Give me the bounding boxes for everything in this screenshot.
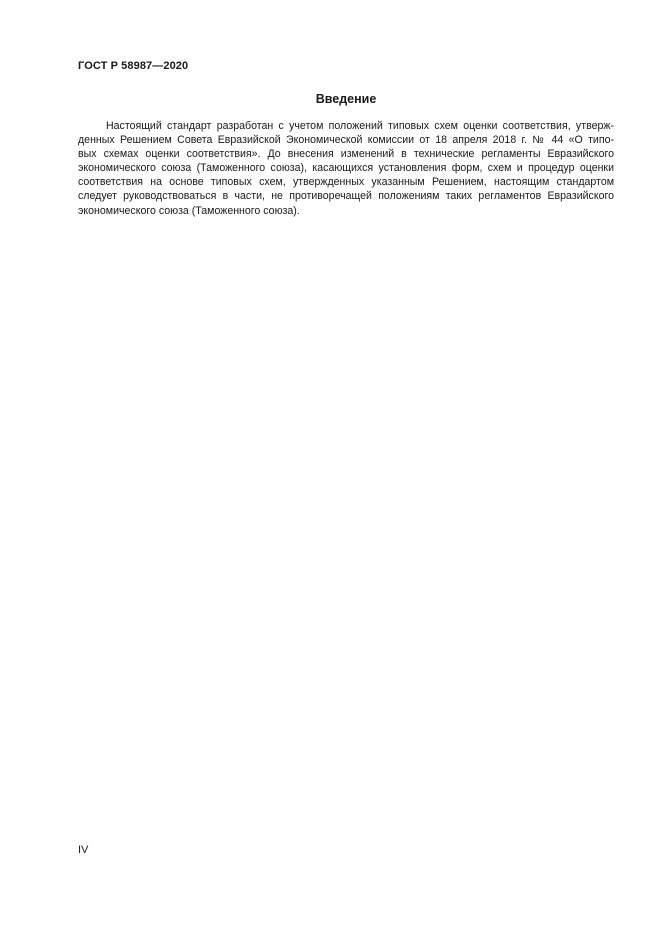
paragraph-line: вых схемах оценки соответствия». До внесения изменений в технические регламенты Евразийского (78, 148, 614, 161)
section-title: Введение (315, 92, 377, 106)
paragraph-line: следует руководствоваться в части, не противоречащей положениям таких регламентов Евразийского (78, 190, 614, 203)
document-header-code: ГОСТ Р 58987—2020 (78, 60, 189, 72)
paragraph-line: Настоящий стандарт разработан с учетом положений типовых схем оценки соответствия, утверж- (106, 120, 614, 132)
paragraph-line: соответствия на основе типовых схем, утвержденных указанным Решением, настоящим стандартом (78, 176, 614, 189)
paragraph-line: экономического союза (Таможенного союза). (78, 204, 300, 217)
introduction-paragraph (78, 119, 614, 218)
page-number: IV (78, 844, 89, 856)
paragraph-line: денных Решением Совета Евразийской Экономической комиссии от 18 апреля 2018 г. № 44 «О типо- (78, 134, 614, 147)
paragraph-line: экономического союза (Таможенного союза), касающихся установления форм, схем и процедур оценки (78, 162, 614, 175)
